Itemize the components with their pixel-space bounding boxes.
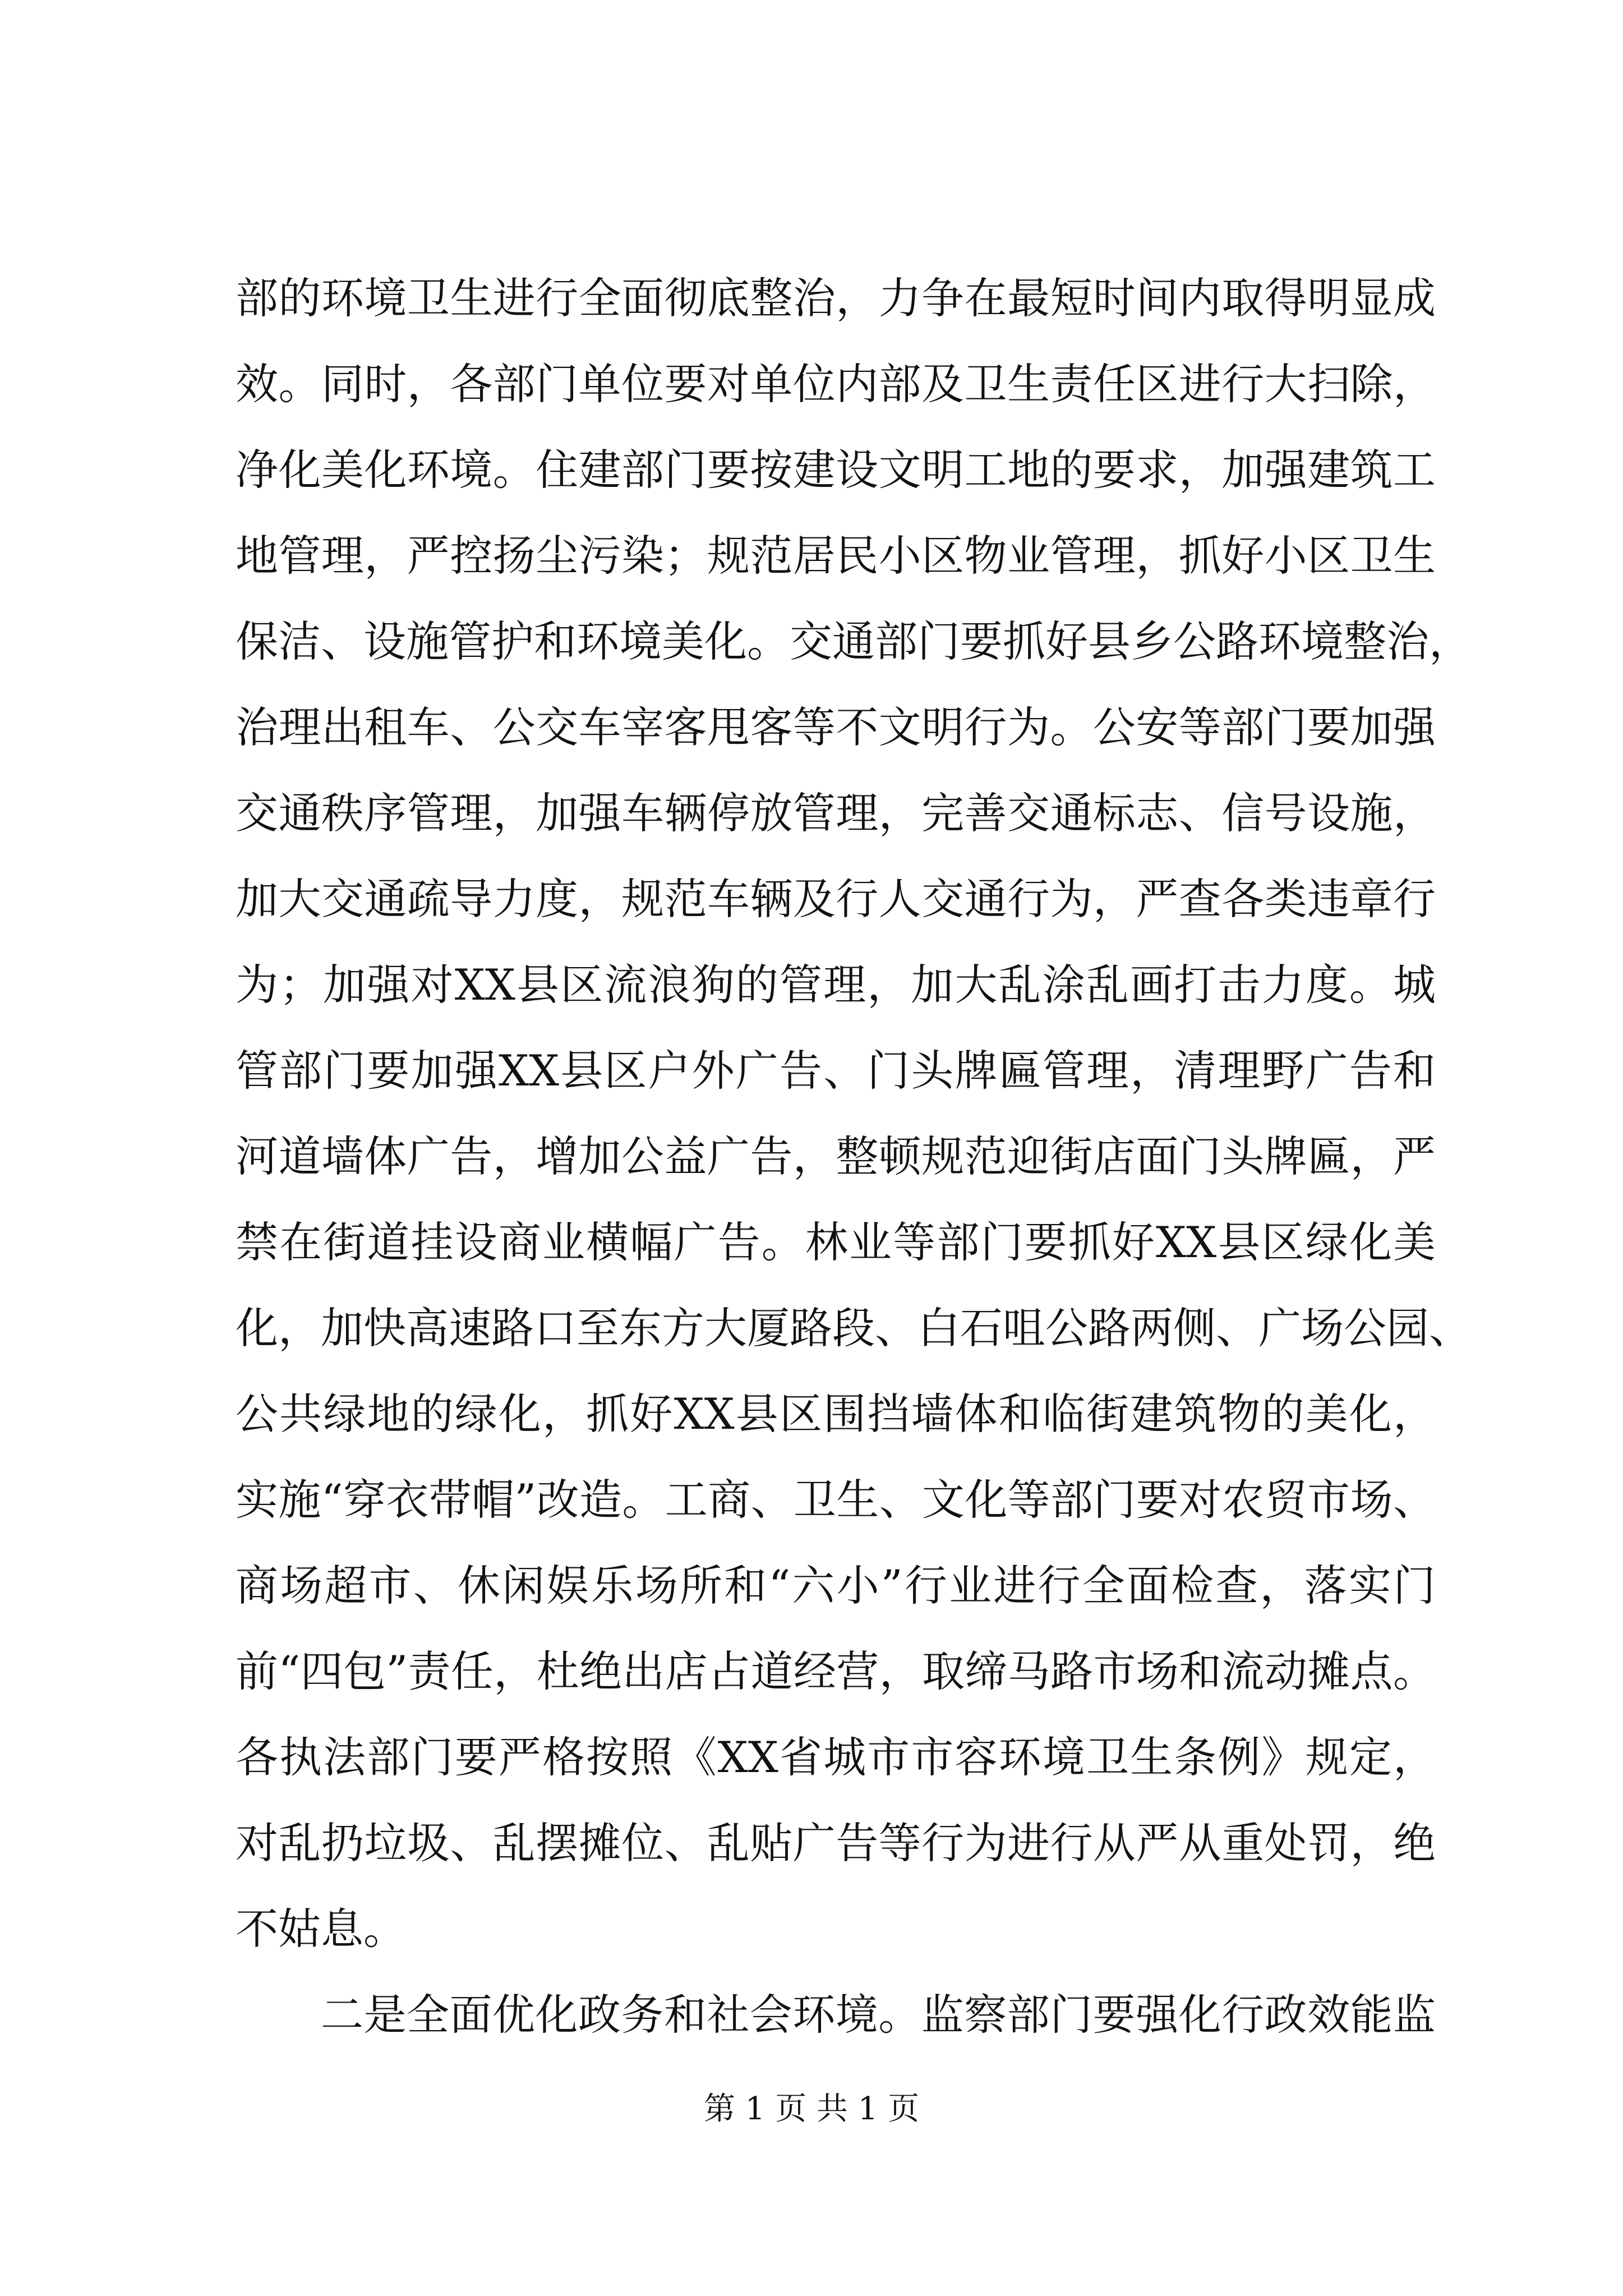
text-line: 治理出租车、公交车宰客甩客等不文明行为。公安等部门要加强 xyxy=(236,702,1436,752)
text-line: 管部门要加强XX县区户外广告、门头牌匾管理，清理野广告和 xyxy=(236,1046,1436,1096)
text-line: 化，加快高速路口至东方大厦路段、白石咀公路两侧、广场公园、 xyxy=(236,1303,1472,1353)
text-line: 保洁、设施管护和环境美化。交通部门要抓好县乡公路环境整治， xyxy=(236,616,1472,666)
text-line: 商场超市、休闲娱乐场所和“六小”行业进行全面检查，落实门 xyxy=(236,1561,1436,1611)
text-line: 禁在街道挂设商业横幅广告。林业等部门要抓好XX县区绿化美 xyxy=(236,1217,1436,1267)
text-line: 实施“穿衣带帽”改造。工商、卫生、文化等部门要对农贸市场、 xyxy=(236,1475,1436,1525)
text-line: 效。同时，各部门单位要对单位内部及卫生责任区进行大扫除， xyxy=(236,359,1436,409)
text-line: 各执法部门要严格按照《XX省城市市容环境卫生条例》规定， xyxy=(236,1732,1436,1782)
text-line: 加大交通疏导力度，规范车辆及行人交通行为，严查各类违章行 xyxy=(236,874,1436,924)
body-text xyxy=(236,255,1472,2058)
text-line: 交通秩序管理，加强车辆停放管理，完善交通标志、信号设施， xyxy=(236,788,1436,838)
paragraph-first-line: 二是全面优化政务和社会环境。监察部门要强化行政效能监 xyxy=(321,1990,1436,2040)
text-line: 公共绿地的绿化，抓好XX县区围挡墙体和临街建筑物的美化， xyxy=(236,1389,1436,1439)
text-line: 净化美化环境。住建部门要按建设文明工地的要求，加强建筑工 xyxy=(236,445,1436,495)
text-line: 地管理，严控扬尘污染；规范居民小区物业管理，抓好小区卫生 xyxy=(236,531,1436,581)
text-line: 不姑息。 xyxy=(236,1904,406,1954)
text-line: 部的环境卫生进行全面彻底整治，力争在最短时间内取得明显成 xyxy=(236,273,1436,323)
text-line: 对乱扔垃圾、乱摆摊位、乱贴广告等行为进行从严从重处罚，绝 xyxy=(236,1818,1436,1868)
text-line: 河道墙体广告，增加公益广告，整顿规范迎街店面门头牌匾，严 xyxy=(236,1131,1436,1181)
text-line: 前“四包”责任，杜绝出店占道经营，取缔马路市场和流动摊点。 xyxy=(236,1646,1436,1696)
page-number-footer: 第 1 页 共 1 页 xyxy=(703,2091,920,2127)
text-line: 为；加强对XX县区流浪狗的管理，加大乱涂乱画打击力度。城 xyxy=(236,960,1436,1010)
